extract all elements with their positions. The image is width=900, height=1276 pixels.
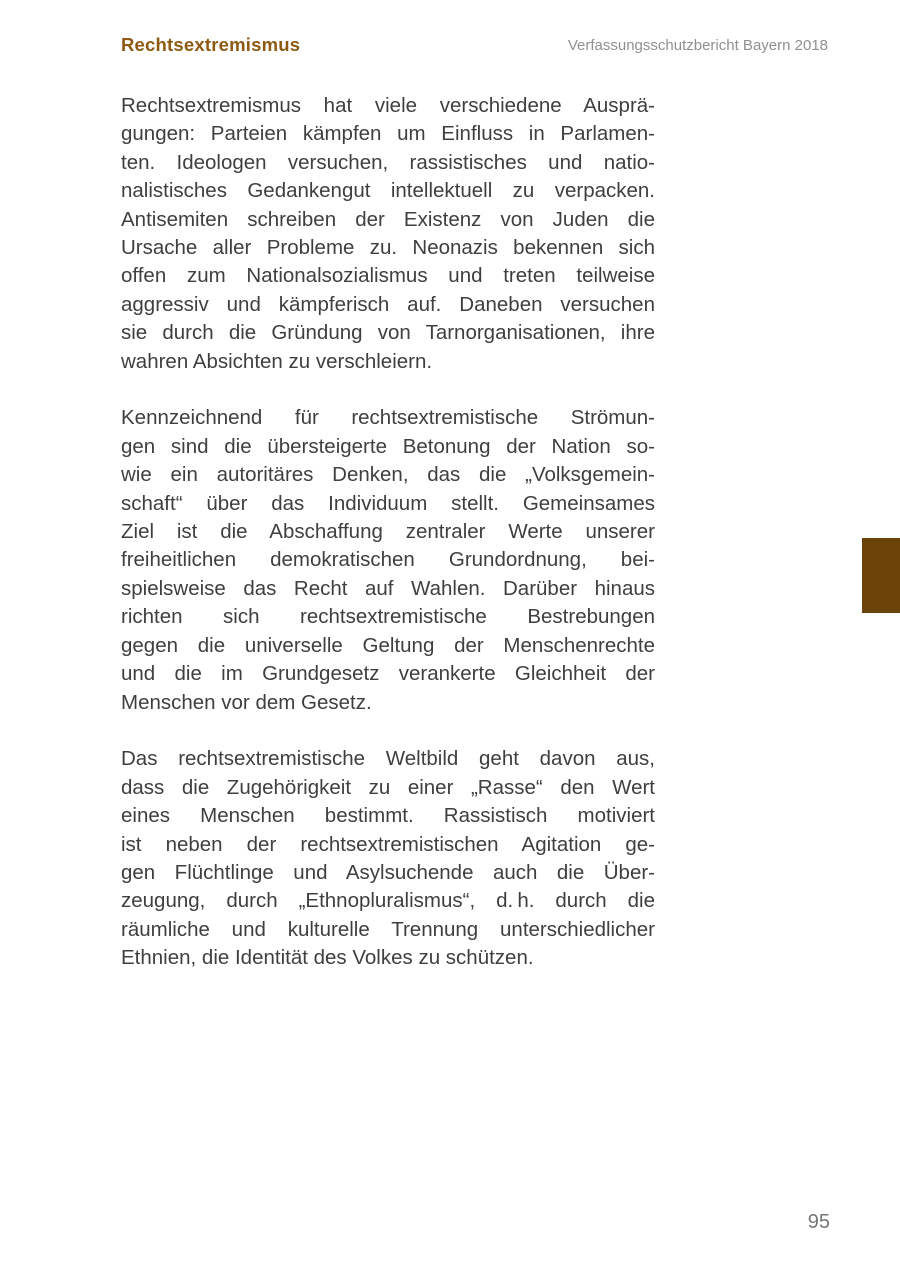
text-line: offen zum Nationalsozialismus und treten teilweise (121, 264, 655, 288)
text-line: ist neben der rechtsextremistischen Agitation ge- (121, 832, 655, 856)
text-line: sie durch die Gründung von Tarnorganisationen, ihre (121, 321, 655, 345)
text-line: Ursache aller Probleme zu. Neonazis bekennen sich (121, 236, 655, 260)
paragraph (121, 92, 655, 376)
chapter-tab-marker (862, 538, 900, 613)
text-line: gen sind die übersteigerte Betonung der Nation so- (121, 434, 655, 458)
text-line: Kennzeichnend für rechtsextremistische Strömun- (121, 406, 655, 430)
running-header-section-title: Rechtsextremismus (121, 34, 301, 55)
running-header-report-title: Verfassungsschutzbericht Bayern 2018 (567, 37, 828, 54)
text-line: gegen die universelle Geltung der Menschenrechte (121, 633, 655, 657)
text-line: wie ein autoritäres Denken, das die „Volksgemein- (121, 463, 655, 487)
text-line: gen Flüchtlinge und Asylsuchende auch die Über- (121, 860, 655, 884)
text-line: Menschen vor dem Gesetz. (121, 690, 372, 714)
text-line: wahren Absichten zu verschleiern. (121, 349, 433, 373)
text-line: dass die Zugehörigkeit zu einer „Rasse“ den Wert (121, 775, 655, 799)
text-line: eines Menschen bestimmt. Rassistisch motiviert (121, 804, 655, 828)
text-line: räumliche und kulturelle Trennung unterschiedlicher (121, 917, 655, 941)
text-line: Ziel ist die Abschaffung zentraler Werte unserer (121, 520, 655, 544)
page-number: 95 (807, 1211, 830, 1233)
text-line: Antisemiten schreiben der Existenz von Juden die (121, 207, 655, 231)
text-line: ten. Ideologen versuchen, rassistisches und natio- (121, 150, 655, 174)
paragraph (121, 404, 655, 716)
text-line: freiheitlichen demokratischen Grundordnung, bei- (121, 548, 655, 572)
text-line: zeugung, durch „Ethnopluralismus“, d. h. durch die (121, 889, 655, 913)
text-line: Das rechtsextremistische Weltbild geht davon aus, (121, 747, 655, 771)
text-line: richten sich rechtsextremistische Bestrebungen (121, 605, 655, 629)
text-line: gungen: Parteien kämpfen um Einfluss in Parlamen- (121, 122, 655, 146)
text-line: spielsweise das Recht auf Wahlen. Darüber hinaus (121, 576, 655, 600)
body-text (121, 92, 655, 1001)
text-line: schaft“ über das Individuum stellt. Gemeinsames (121, 491, 655, 515)
text-line: aggressiv und kämpferisch auf. Daneben versuchen (121, 292, 655, 316)
text-line: Ethnien, die Identität des Volkes zu schützen. (121, 946, 534, 970)
text-line: und die im Grundgesetz verankerte Gleichheit der (121, 662, 655, 686)
paragraph (121, 745, 655, 972)
text-line: Rechtsextremismus hat viele verschiedene Ausprä- (121, 94, 655, 117)
text-line: nalistisches Gedankengut intellektuell zu verpacken. (121, 179, 655, 203)
